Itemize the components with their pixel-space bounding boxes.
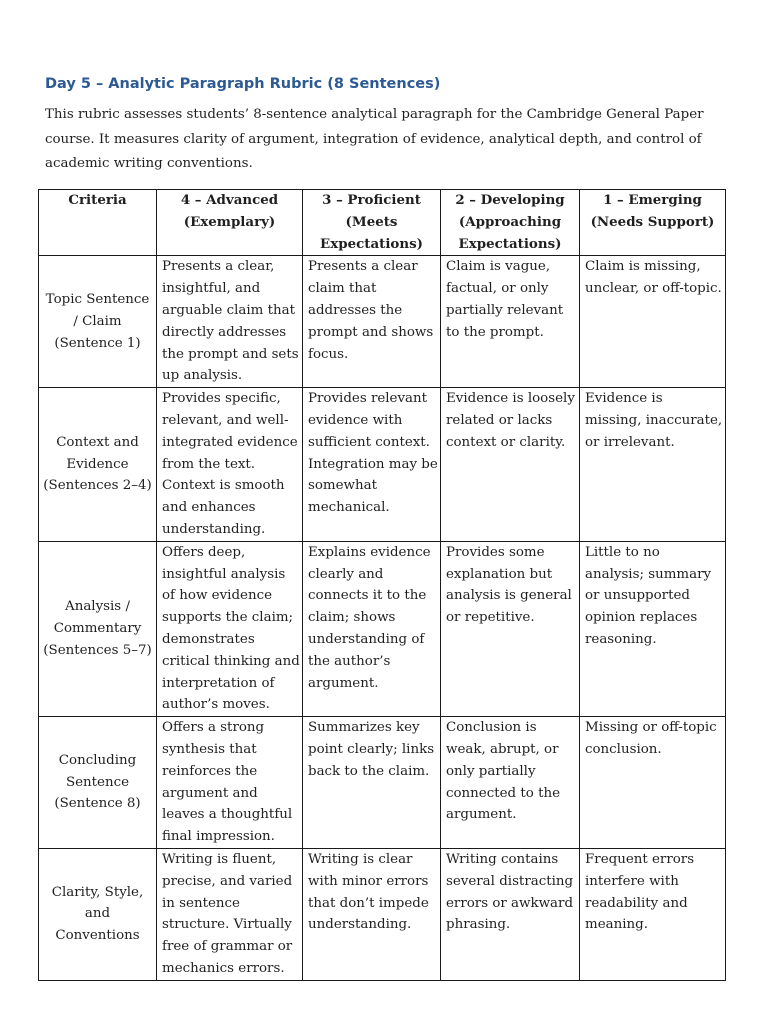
criteria-cell: Context and Evidence (Sentences 2–4) <box>39 388 157 542</box>
rubric-row-clarity-style <box>39 848 726 980</box>
rubric-row-context-evidence <box>39 388 726 542</box>
proficient-cell: Provides relevant evidence with sufficient context. Integration may be somewhat mechanical. <box>303 388 441 542</box>
proficient-cell: Explains evidence clearly and connects it to the claim; shows understanding of the author’s argument. <box>303 541 441 716</box>
advanced-cell: Offers deep, insightful analysis of how evidence supports the claim; demonstrates critical thinking and interpretation of author’s moves. <box>157 541 303 716</box>
advanced-cell: Writing is fluent, precise, and varied in sentence structure. Virtually free of grammar or mechanics errors. <box>157 848 303 980</box>
rubric-header-row <box>39 190 726 256</box>
proficient-cell: Summarizes key point clearly; links back to the claim. <box>303 717 441 849</box>
rubric-table <box>38 189 726 981</box>
header-developing: 2 – Developing (Approaching Expectations) <box>441 190 580 256</box>
header-proficient: 3 – Proficient (Meets Expectations) <box>303 190 441 256</box>
emerging-cell: Claim is missing, unclear, or off-topic. <box>580 256 726 388</box>
header-criteria: Criteria <box>39 190 157 256</box>
emerging-cell: Little to no analysis; summary or unsupported opinion replaces reasoning. <box>580 541 726 716</box>
emerging-cell: Missing or off-topic conclusion. <box>580 717 726 849</box>
advanced-cell: Provides specific, relevant, and well-integrated evidence from the text. Context is smooth and enhances understanding. <box>157 388 303 542</box>
developing-cell: Claim is vague, factual, or only partially relevant to the prompt. <box>441 256 580 388</box>
proficient-cell: Presents a clear claim that addresses the prompt and shows focus. <box>303 256 441 388</box>
header-advanced: 4 – Advanced (Exemplary) <box>157 190 303 256</box>
criteria-cell: Topic Sentence / Claim (Sentence 1) <box>39 256 157 388</box>
proficient-cell: Writing is clear with minor errors that don’t impede understanding. <box>303 848 441 980</box>
criteria-cell: Analysis / Commentary (Sentences 5–7) <box>39 541 157 716</box>
criteria-cell: Clarity, Style, and Conventions <box>39 848 157 980</box>
rubric-row-concluding <box>39 717 726 849</box>
rubric-row-topic-sentence <box>39 256 726 388</box>
criteria-cell: Concluding Sentence (Sentence 8) <box>39 717 157 849</box>
document-title: Day 5 – Analytic Paragraph Rubric (8 Sentences) <box>45 76 441 92</box>
advanced-cell: Presents a clear, insightful, and arguable claim that directly addresses the prompt and sets up analysis. <box>157 256 303 388</box>
header-emerging: 1 – Emerging (Needs Support) <box>580 190 726 256</box>
advanced-cell: Offers a strong synthesis that reinforces the argument and leaves a thoughtful final impression. <box>157 717 303 849</box>
developing-cell: Writing contains several distracting errors or awkward phrasing. <box>441 848 580 980</box>
developing-cell: Conclusion is weak, abrupt, or only partially connected to the argument. <box>441 717 580 849</box>
developing-cell: Evidence is loosely related or lacks context or clarity. <box>441 388 580 542</box>
emerging-cell: Frequent errors interfere with readability and meaning. <box>580 848 726 980</box>
developing-cell: Provides some explanation but analysis is general or repetitive. <box>441 541 580 716</box>
intro-paragraph: This rubric assesses students’ 8-sentence analytical paragraph for the Cambridge General Paper course. It measures clarity of argument, integration of evidence, analytical depth, and control of academic writing conventions. <box>45 107 704 171</box>
rubric-row-analysis <box>39 541 726 716</box>
emerging-cell: Evidence is missing, inaccurate, or irrelevant. <box>580 388 726 542</box>
